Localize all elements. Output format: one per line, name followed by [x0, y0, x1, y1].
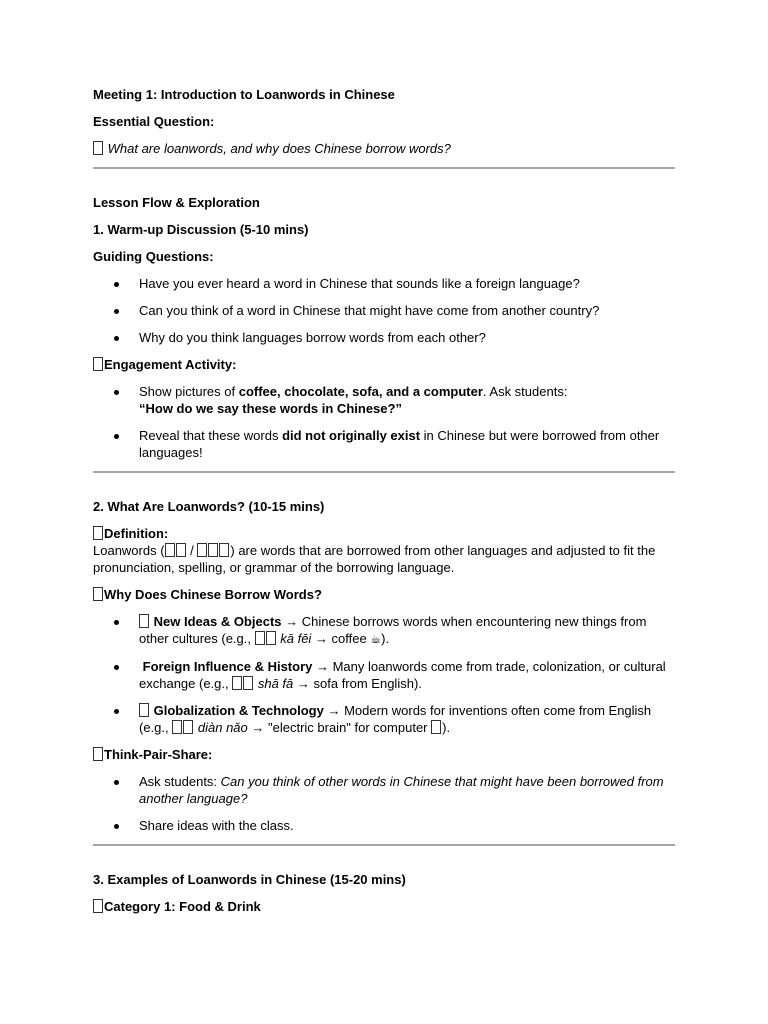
lesson-flow-heading: Lesson Flow & Exploration: [93, 195, 260, 210]
list-item: Can you think of a word in Chinese that might have come from another country?: [93, 302, 675, 319]
think-pair-share-label: Think-Pair-Share:: [93, 746, 675, 763]
section2-heading: 2. What Are Loanwords? (10-15 mins): [93, 499, 325, 514]
activity-emoji-icon: [93, 357, 103, 371]
food-emoji-icon: [93, 899, 103, 913]
why-borrow-label: Why Does Chinese Borrow Words?: [93, 586, 675, 603]
essential-question-text: What are loanwords, and why does Chinese borrow words?: [107, 141, 451, 156]
guiding-questions-list: [93, 275, 675, 346]
list-item: Foreign Influence & History → Many loanwords come from trade, colonization, or cultural exchange (e.g., shā fā → sofa from English).: [93, 658, 675, 692]
warmup-heading: 1. Warm-up Discussion (5-10 mins): [93, 222, 309, 237]
list-item: Show pictures of coffee, chocolate, sofa, and a computer. Ask students: “How do we say these words in Chinese?”: [93, 383, 675, 417]
guiding-questions-label: Guiding Questions:: [93, 249, 214, 264]
think-pair-share-list: [93, 773, 675, 834]
list-item: Have you ever heard a word in Chinese that sounds like a foreign language?: [93, 275, 675, 292]
category1-label: Category 1: Food & Drink: [93, 898, 675, 915]
divider: [93, 167, 675, 169]
tps-emoji-icon: [93, 747, 103, 761]
divider: [93, 844, 675, 846]
why-borrow-list: [93, 613, 675, 736]
engagement-question: “How do we say these words in Chinese?”: [139, 401, 402, 416]
engagement-list: [93, 383, 675, 461]
list-item: Globalization & Technology → Modern words for inventions often come from English (e.g., diàn nǎo → "electric brain" for computer ).: [93, 702, 675, 736]
new-ideas-emoji-icon: [139, 614, 149, 628]
why-emoji-icon: [93, 587, 103, 601]
meeting-title: Meeting 1: Introduction to Loanwords in Chinese: [93, 87, 395, 102]
list-item: New Ideas & Objects → Chinese borrows words when encountering new things from other cultures (e.g., kā fēi → coffee ☕).: [93, 613, 675, 648]
essential-question-label: Essential Question:: [93, 114, 215, 129]
document-content: [93, 86, 675, 925]
essential-question: [93, 140, 675, 157]
globe-emoji-icon: [139, 703, 149, 717]
list-item: Reveal that these words did not originally exist in Chinese but were borrowed from other languages!: [93, 427, 675, 461]
divider: [93, 471, 675, 473]
engagement-activity-label: Engagement Activity:: [93, 356, 675, 373]
computer-emoji-icon: [431, 720, 441, 734]
list-item: Share ideas with the class.: [93, 817, 675, 834]
coffee-icon: ☕: [370, 632, 382, 646]
section3-heading: 3. Examples of Loanwords in Chinese (15-20 mins): [93, 872, 406, 887]
list-item: Ask students: Can you think of other words in Chinese that might have been borrowed from another language?: [93, 773, 675, 807]
definition-block: Definition: Loanwords ( / ) are words that are borrowed from other languages and adjusted to fit the pronunciation, spelling, or grammar of the borrowing language.: [93, 526, 656, 575]
question-emoji-icon: [93, 141, 103, 155]
list-item: Why do you think languages borrow words from each other?: [93, 329, 675, 346]
definition-emoji-icon: [93, 526, 103, 540]
